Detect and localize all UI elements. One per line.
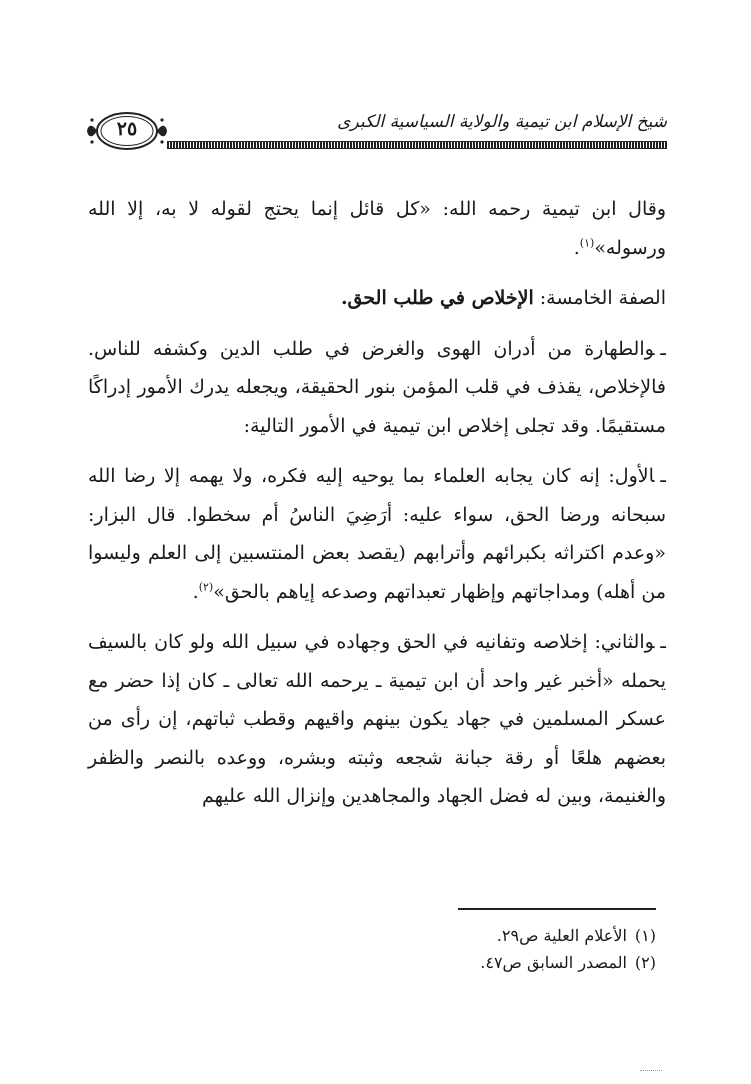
page-header [85,108,667,158]
paragraph-3 [88,457,666,611]
section-heading-title: الإخلاص في طلب الحق. [340,287,534,309]
paragraph-3-dash: ـ [660,465,666,487]
footnote-1-number: (١) [634,926,656,945]
page-number: ٢٥ [116,118,138,140]
paragraph-3-end: . [192,580,199,603]
page-number-ornament [85,108,169,154]
paragraph-1-text: وقال ابن تيمية رحمه الله: «كل قائل إنما يحتج لقوله لا به، إلا الله ورسوله» [88,198,666,259]
section-heading [88,279,666,318]
scan-mark [640,1070,662,1075]
footnote-2 [300,949,656,976]
body-text [88,190,666,828]
paragraph-3-text: الأول: إنه كان يجابه العلماء بما يوحيه إليه فكره، ولا يهمه إلا رضا الله سبحانه ورضا الحق، سواء عليه: أرَضِيَ الناسُ أم سخطوا. قال البزار: «وعدم اكتراثه بكبرائهم وأترابهم (يقصد بعض المنتسبين إلى العلم وليسوا من أهله) ومداجاتهم وإظهار تعبداتهم وصدعه إياهم بالحق» [88,465,666,603]
paragraph-4-text: والثاني: إخلاصه وتفانيه في الحق وجهاده في سبيل الله ولو كان بالسيف يحمله «أخبر غير واحد أن ابن تيمية ـ يرحمه الله تعالى ـ كان إذا حضر مع عسكر المسلمين في جهاد يكون بينهم واقيهم وقطب ثباتهم، إن رأى من بعضهم هلعًا أو رقة جبانة شجعه وثبته وبشره، ووعده بالنصر والظفر والغنيمة، وبين له فضل الجهاد والمجاهدين وإنزال الله عليهم [88,631,666,807]
section-heading-prefix: الصفة الخامسة: [539,287,666,309]
paragraph-2-text: والطهارة من أدران الهوى والغرض في طلب الدين وكشفه للناس. فالإخلاص، يقذف في قلب المؤمن بنور الحقيقة، ويجعله يدرك الأمور إدراكًا مستقيمًا. وقد تجلى إخلاص ابن تيمية في الأمور التالية: [88,337,666,437]
running-title: شيخ الإسلام ابن تيمية والولاية السياسية الكبرى [337,112,667,132]
paragraph-2-dash: ـ [660,337,666,360]
paragraph-4 [88,623,666,816]
footnotes [300,922,656,976]
header-rule [167,141,667,149]
paragraph-4-dash: ـ [660,631,666,653]
paragraph-2 [88,330,666,446]
paragraph-1-end: . [573,236,580,259]
footnote-ref-1: (١) [579,236,595,250]
footnote-1 [300,922,656,949]
footnote-2-number: (٢) [634,953,656,972]
footnote-1-text: الأعلام العلية ص٢٩. [496,926,627,945]
paragraph-1 [88,190,666,267]
footnote-2-text: المصدر السابق ص٤٧. [480,953,627,972]
footnote-separator [458,908,656,910]
footnote-ref-2: (٢) [198,580,214,594]
